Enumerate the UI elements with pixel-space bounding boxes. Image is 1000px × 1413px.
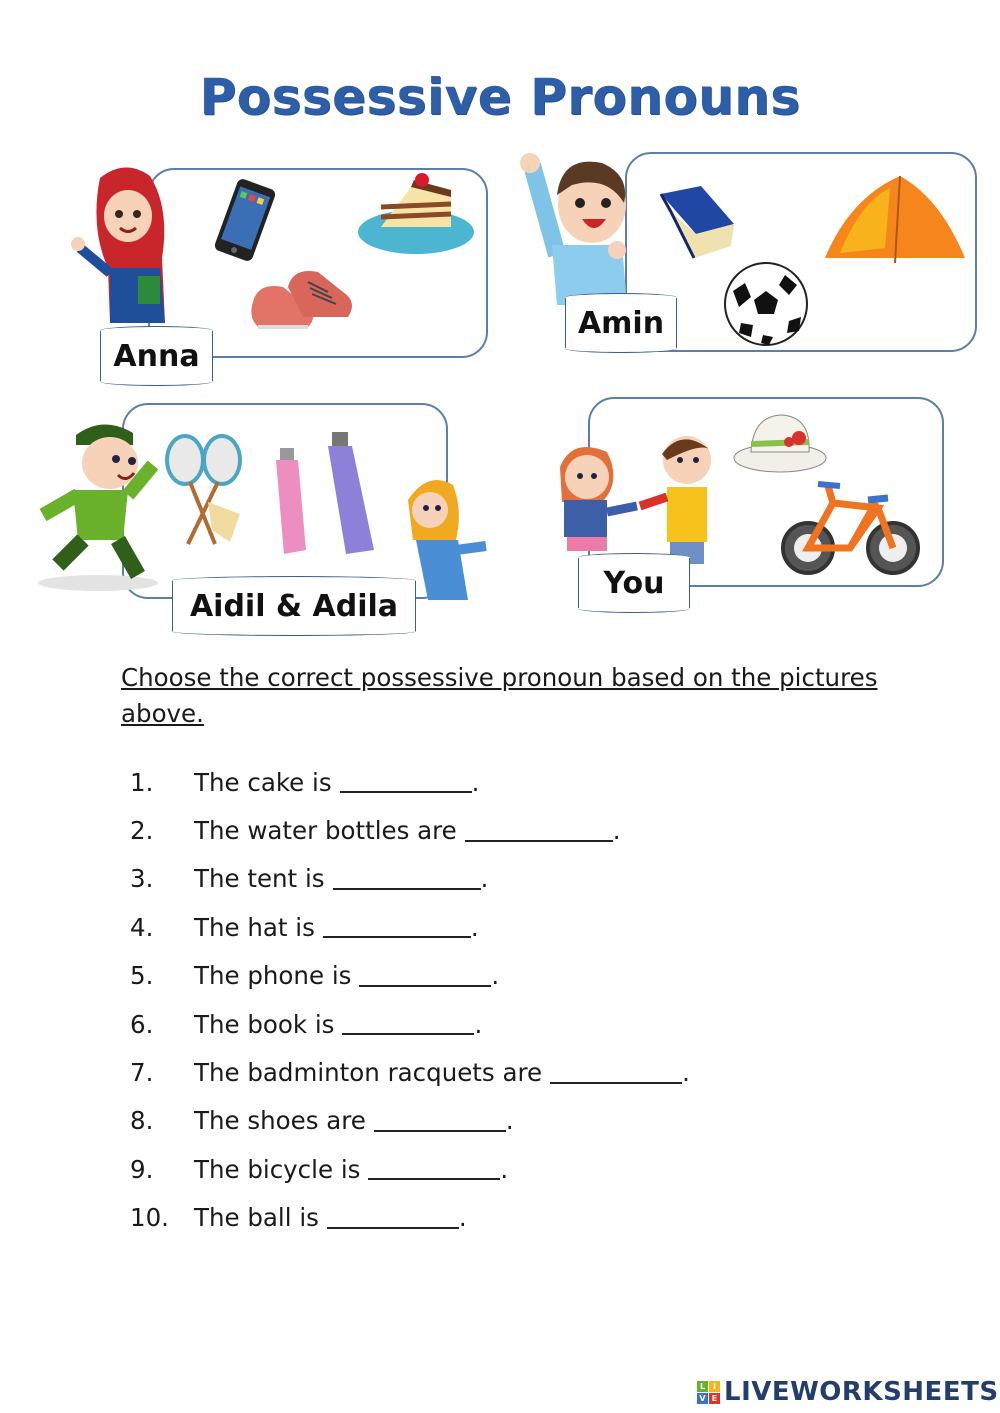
girl-hijab-red-icon	[70, 158, 180, 328]
liveworksheets-logo	[697, 1377, 999, 1407]
question-period: .	[471, 767, 480, 797]
boy-running-icon	[28, 415, 163, 595]
question-text: The bicycle is	[194, 1154, 361, 1184]
question-text: The cake is	[194, 767, 332, 797]
question-item-8	[130, 1097, 830, 1145]
answer-blank[interactable]	[327, 1207, 459, 1229]
logo-letter: L	[697, 1381, 708, 1392]
question-text: The phone is	[194, 961, 352, 991]
question-number: 5.	[130, 961, 154, 991]
boy-cheering-icon	[512, 145, 652, 305]
question-number: 6.	[130, 1009, 154, 1039]
phone-icon	[205, 178, 285, 263]
question-number: 10.	[130, 1203, 169, 1233]
soccer-ball-icon	[723, 261, 809, 347]
label-anna: Anna	[100, 330, 213, 382]
logo-letter: V	[697, 1393, 708, 1404]
answer-blank[interactable]	[333, 868, 481, 890]
question-text: The water bottles are	[194, 816, 457, 846]
answer-blank[interactable]	[342, 1013, 474, 1035]
water-bottles-icon	[270, 430, 380, 560]
question-text: The hat is	[194, 912, 315, 942]
question-period: .	[491, 961, 500, 991]
question-period: .	[458, 1203, 467, 1233]
question-item-3	[130, 855, 830, 903]
label-you: You	[578, 557, 690, 609]
answer-blank[interactable]	[359, 965, 491, 987]
question-item-5	[130, 952, 830, 1000]
question-text: The tent is	[194, 864, 325, 894]
question-period: .	[682, 1058, 690, 1088]
question-item-1	[130, 758, 830, 806]
question-number: 8.	[130, 1106, 154, 1136]
question-item-2	[130, 806, 830, 854]
tent-icon	[820, 168, 970, 268]
question-number: 3.	[130, 864, 154, 894]
answer-blank[interactable]	[368, 1158, 500, 1180]
brand-name: LIVEWORKSHEETS	[724, 1377, 999, 1407]
bicycle-icon	[778, 478, 923, 578]
shoes-icon	[248, 262, 360, 337]
logo-letter: E	[709, 1393, 720, 1404]
answer-blank[interactable]	[374, 1110, 506, 1132]
question-item-6	[130, 1000, 830, 1048]
live-blocks-icon	[697, 1381, 720, 1404]
logo-letter: I	[709, 1381, 720, 1392]
hat-icon	[733, 410, 828, 475]
answer-blank[interactable]	[340, 771, 472, 793]
worksheet-title: Possessive Pronouns	[199, 68, 801, 126]
badminton-racquets-icon	[160, 432, 250, 552]
question-list	[130, 758, 830, 1242]
question-text: The ball is	[194, 1203, 319, 1233]
book-icon	[656, 184, 736, 262]
label-aidil-adila: Aidil & Adila	[172, 580, 416, 632]
label-amin: Amin	[565, 297, 677, 349]
question-period: .	[500, 1154, 509, 1184]
answer-blank[interactable]	[550, 1062, 682, 1084]
question-text: The badminton racquets are	[194, 1058, 543, 1088]
question-period: .	[470, 912, 479, 942]
question-item-4	[130, 903, 830, 951]
question-period: .	[474, 1009, 483, 1039]
kids-pointing-icon	[552, 432, 717, 572]
question-number: 9.	[130, 1154, 154, 1184]
question-item-10	[130, 1194, 830, 1242]
answer-blank[interactable]	[465, 820, 613, 842]
question-text: The shoes are	[194, 1106, 366, 1136]
cake-icon	[356, 172, 476, 257]
question-number: 1.	[130, 767, 154, 797]
instruction-text: Choose the correct possessive pronoun based on the pictures above.	[121, 663, 878, 728]
question-number: 2.	[130, 816, 154, 846]
question-period: .	[505, 1106, 514, 1136]
question-item-9	[130, 1145, 830, 1193]
answer-blank[interactable]	[323, 916, 471, 938]
question-text: The book is	[194, 1009, 335, 1039]
question-number: 4.	[130, 912, 154, 942]
question-number: 7.	[130, 1058, 154, 1088]
question-period: .	[480, 864, 489, 894]
question-item-7	[130, 1048, 830, 1096]
question-period: .	[612, 816, 621, 846]
